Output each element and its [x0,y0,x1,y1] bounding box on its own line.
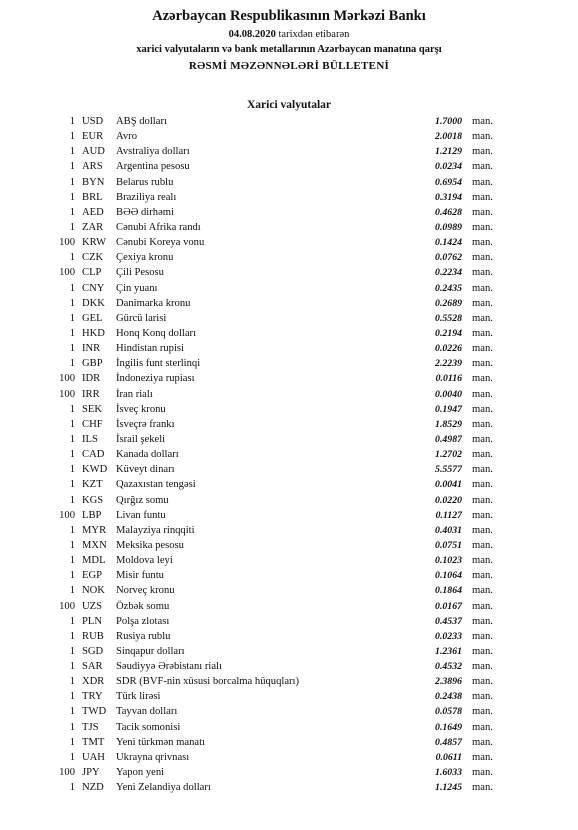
currency-name: Küveyt dinarı [116,464,175,476]
currency-unit: man. [472,721,493,733]
currency-code: USD [82,116,104,127]
currency-rate: 0.4532 [435,661,462,673]
currency-code: TJS [82,721,99,733]
currency-nominal: 100 [59,373,75,385]
currency-row [0,780,578,795]
currency-code: CAD [82,449,105,461]
currency-code: TMT [82,736,105,748]
section-title-foreign-currencies: Xarici valyutalar [247,99,331,111]
currency-unit: man. [472,691,493,703]
currency-code: IDR [82,373,101,385]
currency-code: XDR [82,676,105,688]
currency-unit: man. [472,267,493,279]
currency-row [0,144,578,159]
currency-row [0,387,578,402]
currency-unit: man. [472,282,493,294]
currency-code: SAR [82,661,103,673]
currency-nominal: 1 [69,418,75,430]
currency-code: CLP [82,267,102,279]
currency-rate: 1.7000 [435,116,462,127]
currency-name: İran rialı [116,388,153,400]
currency-row [0,704,578,719]
currency-rate: 0.2438 [435,691,462,703]
currency-rate: 0.4987 [435,433,462,445]
currency-nominal: 1 [69,327,75,339]
currency-rate: 0.4031 [435,524,462,536]
currency-code: GEL [82,312,103,324]
currency-nominal: 1 [69,736,75,748]
currency-name: Belarus rublu [116,176,174,188]
currency-rate: 0.2435 [435,282,462,294]
currency-rate: 0.1424 [435,237,462,249]
currency-name: İndoneziya rupiası [116,373,195,385]
currency-name: Çexiya kronu [116,252,174,264]
currency-name: BƏƏ dirhəmi [116,206,174,218]
currency-nominal: 1 [69,449,75,461]
currency-code: BRL [82,191,103,203]
currency-row [0,674,578,689]
currency-row [0,235,578,250]
currency-name: Avro [116,131,137,143]
currency-name: İsveçrə frankı [116,418,175,430]
currency-rate: 0.6954 [435,176,462,188]
currency-unit: man. [472,116,493,127]
currency-rate: 2.0018 [435,131,462,143]
currency-rate: 0.0116 [435,373,462,385]
currency-code: EGP [82,570,103,582]
currency-rate: 1.2361 [435,645,462,657]
currency-name: Moldova leyi [116,555,173,567]
currency-unit: man. [472,736,493,748]
currency-rate: 1.6033 [435,767,462,779]
currency-rate: 0.1023 [435,555,462,567]
bulletin-title: RƏSMİ MƏZƏNNƏLƏRİ BÜLLETENİ [188,60,390,72]
currency-unit: man. [472,524,493,536]
currency-row [0,720,578,735]
currency-nominal: 100 [59,509,75,521]
currency-rate: 0.0578 [435,706,462,718]
currency-nominal: 1 [69,282,75,294]
currency-name: Çili Pesosu [116,267,164,279]
currency-rate: 0.0611 [435,751,462,763]
currency-unit: man. [472,237,493,249]
currency-unit: man. [472,252,493,264]
currency-code: MDL [82,555,106,567]
currency-row [0,447,578,462]
currency-unit: man. [472,358,493,370]
currency-nominal: 1 [69,706,75,718]
currency-rate: 0.0233 [435,630,462,642]
currency-name: İngilis funt sterlinqi [116,358,201,370]
currency-row [0,205,578,220]
currency-rate: 0.2194 [435,327,462,339]
currency-nominal: 100 [59,237,75,249]
currency-row [0,629,578,644]
currency-code: EUR [82,131,104,143]
currency-nominal: 1 [69,206,75,218]
currency-row [0,250,578,265]
currency-nominal: 1 [69,524,75,536]
currency-unit: man. [472,751,493,763]
currency-name: Qırğız somu [116,494,169,506]
currency-name: Tacik somonisi [116,721,181,733]
currency-code: GBP [82,358,103,370]
currency-unit: man. [472,327,493,339]
currency-unit: man. [472,206,493,218]
currency-name: Çin yuanı [116,282,158,294]
currency-rate: 0.0762 [435,252,462,264]
currency-name: Polşa zlotası [116,615,170,627]
currency-code: AUD [82,146,105,158]
currency-code: TRY [82,691,103,703]
currency-name: Livan funtu [116,509,166,521]
currency-name: Misir funtu [116,570,164,582]
currency-row [0,659,578,674]
currency-name: Qazaxıstan tengəsi [116,479,196,491]
currency-code: KZT [82,479,103,491]
currency-nominal: 1 [69,691,75,703]
currency-row [0,265,578,280]
currency-rate: 0.4537 [435,615,462,627]
currency-unit: man. [472,615,493,627]
currency-nominal: 1 [69,191,75,203]
currency-row [0,750,578,765]
currency-row [0,765,578,780]
currency-unit: man. [472,645,493,657]
currency-name: Braziliya realı [116,191,177,203]
currency-nominal: 1 [69,343,75,355]
currency-row [0,583,578,598]
currency-unit: man. [472,388,493,400]
currency-unit: man. [472,600,493,612]
effective-date-line [0,27,578,42]
currency-code: KWD [82,464,108,476]
currency-name: Honq Konq dolları [116,327,197,339]
currency-nominal: 1 [69,252,75,264]
currency-code: LBP [82,509,102,521]
currency-rate: 0.1064 [435,570,462,582]
currency-row [0,159,578,174]
currency-code: CZK [82,252,104,264]
currency-unit: man. [472,131,493,143]
currency-code: HKD [82,327,105,339]
currency-name: İsrail şekeli [116,433,166,445]
currency-name: Sinqapur dolları [116,645,185,657]
currency-rate: 0.0167 [435,600,462,612]
currency-name: Norveç kronu [116,585,175,597]
currency-rate: 0.4628 [435,206,462,218]
currency-nominal: 1 [69,782,75,794]
currency-unit: man. [472,555,493,567]
currency-unit: man. [472,782,493,794]
currency-row [0,296,578,311]
currency-code: AED [82,206,104,218]
currency-nominal: 1 [69,555,75,567]
currency-nominal: 1 [69,721,75,733]
currency-name: ABŞ dolları [116,116,167,127]
currency-nominal: 1 [69,297,75,309]
currency-unit: man. [472,585,493,597]
currency-code: MXN [82,539,107,551]
currency-name: SDR (BVF-nin xüsusi borcalma hüquqları) [116,676,300,688]
currency-rate: 1.2702 [435,449,462,461]
currency-nominal: 1 [69,751,75,763]
currency-code: DKK [82,297,105,309]
currency-row [0,114,578,129]
currency-rate: 2.3896 [435,676,462,688]
currency-rate: 1.8529 [435,418,462,430]
currency-name: İsveç kronu [116,403,166,415]
currency-rate: 0.1649 [435,721,462,733]
currency-row [0,220,578,235]
currency-nominal: 1 [69,630,75,642]
currency-nominal: 100 [59,600,75,612]
currency-name: Tayvan dolları [116,706,178,718]
currency-rate: 0.2689 [435,297,462,309]
currency-nominal: 1 [69,358,75,370]
currency-nominal: 1 [69,615,75,627]
currency-rate: 1.1245 [435,782,462,794]
currency-code: UAH [82,751,105,763]
currency-name: Türk lirəsi [116,691,161,703]
currency-row [0,356,578,371]
currency-unit: man. [472,343,493,355]
currency-name: Yeni Zelandiya dolları [116,782,211,794]
currency-unit: man. [472,161,493,173]
currency-nominal: 1 [69,464,75,476]
currency-row [0,432,578,447]
currency-row [0,644,578,659]
currency-row [0,614,578,629]
currency-nominal: 1 [69,645,75,657]
currency-code: BYN [82,176,105,188]
currency-unit: man. [472,297,493,309]
currency-code: NOK [82,585,105,597]
currency-nominal: 1 [69,585,75,597]
currency-unit: man. [472,676,493,688]
currency-code: SGD [82,645,104,657]
bulletin-subtitle: xarici valyutaların və bank metallarının Azərbaycan manatına qarşı [136,44,442,55]
currency-row [0,477,578,492]
currency-name: Hindistan rupisi [116,343,184,355]
currency-rate: 0.0040 [435,388,462,400]
currency-code: ZAR [82,221,104,233]
currency-row [0,371,578,386]
currency-name: Malayziya rinqqiti [116,524,195,536]
currency-row [0,493,578,508]
currency-rate: 1.2129 [435,146,462,158]
currency-name: Avstraliya dolları [116,146,190,158]
currency-unit: man. [472,464,493,476]
currency-name: Argentina pesosu [116,161,190,173]
currency-row [0,175,578,190]
currency-rate: 0.0234 [435,161,462,173]
currency-row [0,568,578,583]
currency-code: IRR [82,388,100,400]
currency-rate: 2.2239 [435,358,462,370]
currency-rate: 0.0220 [435,494,462,506]
currency-name: Danimarka kronu [116,297,191,309]
currency-code: UZS [82,600,103,612]
currency-row [0,462,578,477]
currency-code: CNY [82,282,105,294]
currency-nominal: 1 [69,161,75,173]
bank-name: Azərbaycan Respublikasının Mərkəzi Bankı [152,8,426,24]
currency-unit: man. [472,570,493,582]
currency-unit: man. [472,418,493,430]
currency-nominal: 1 [69,539,75,551]
currency-unit: man. [472,509,493,521]
currency-row [0,311,578,326]
currency-unit: man. [472,373,493,385]
currency-nominal: 1 [69,221,75,233]
currency-unit: man. [472,661,493,673]
currency-nominal: 100 [59,267,75,279]
currency-rate: 0.1127 [435,509,462,521]
currency-unit: man. [472,433,493,445]
currency-rate: 0.5528 [435,312,462,324]
currency-code: NZD [82,782,104,794]
currency-nominal: 1 [69,479,75,491]
currency-code: KGS [82,494,104,506]
currency-row [0,417,578,432]
currency-name: Ukrayna qrivnası [116,751,190,763]
currency-row [0,508,578,523]
currency-unit: man. [472,191,493,203]
effective-date-suffix: tarixdən etibarən [278,29,350,40]
currency-table [0,114,578,795]
currency-name: Cənubi Koreya vonu [116,237,205,249]
currency-name: Meksika pesosu [116,539,184,551]
currency-nominal: 1 [69,131,75,143]
currency-nominal: 1 [69,403,75,415]
currency-name: Kanada dolları [116,449,179,461]
currency-rate: 0.4857 [435,736,462,748]
currency-row [0,689,578,704]
currency-nominal: 1 [69,312,75,324]
currency-unit: man. [472,403,493,415]
currency-name: Rusiya rublu [116,630,171,642]
currency-row [0,402,578,417]
currency-code: SEK [82,403,103,415]
currency-code: ILS [82,433,98,445]
currency-name: Səudiyyə Ərəbistanı rialı [116,661,222,673]
currency-rate: 0.2234 [435,267,462,279]
currency-code: MYR [82,524,107,536]
currency-row [0,735,578,750]
currency-unit: man. [472,146,493,158]
currency-nominal: 1 [69,494,75,506]
currency-name: Yapon yeni [116,767,165,779]
currency-code: CHF [82,418,103,430]
currency-row [0,326,578,341]
currency-unit: man. [472,176,493,188]
currency-unit: man. [472,706,493,718]
currency-row [0,523,578,538]
currency-nominal: 1 [69,433,75,445]
currency-row [0,129,578,144]
currency-code: PLN [82,615,103,627]
currency-row [0,281,578,296]
currency-row [0,341,578,356]
currency-row [0,190,578,205]
currency-rate: 0.0226 [435,343,462,355]
currency-rate: 5.5577 [435,464,462,476]
currency-unit: man. [472,479,493,491]
currency-unit: man. [472,312,493,324]
currency-rate: 0.1947 [435,403,462,415]
bulletin-header [0,6,578,74]
currency-row [0,538,578,553]
currency-nominal: 1 [69,116,75,127]
currency-name: Özbək somu [116,600,170,612]
currency-code: RUB [82,630,104,642]
currency-rate: 0.0751 [435,539,462,551]
currency-nominal: 1 [69,661,75,673]
currency-unit: man. [472,221,493,233]
currency-name: Gürcü larisi [116,312,167,324]
currency-row [0,553,578,568]
currency-code: TWD [82,706,107,718]
currency-nominal: 100 [59,388,75,400]
currency-name: Yeni türkmən manatı [116,736,205,748]
currency-unit: man. [472,449,493,461]
currency-nominal: 1 [69,570,75,582]
currency-code: ARS [82,161,103,173]
currency-nominal: 100 [59,767,75,779]
currency-row [0,599,578,614]
currency-unit: man. [472,630,493,642]
currency-rate: 0.3194 [435,191,462,203]
currency-nominal: 1 [69,676,75,688]
currency-unit: man. [472,494,493,506]
currency-unit: man. [472,767,493,779]
currency-unit: man. [472,539,493,551]
currency-rate: 0.0989 [435,221,462,233]
currency-name: Cənubi Afrika randı [116,221,201,233]
currency-nominal: 1 [69,146,75,158]
currency-rate: 0.1864 [435,585,462,597]
effective-date: 04.08.2020 [228,29,276,40]
currency-code: INR [82,343,101,355]
currency-code: KRW [82,237,107,249]
currency-code: JPY [82,767,100,779]
currency-rate: 0.0041 [435,479,462,491]
currency-nominal: 1 [69,176,75,188]
